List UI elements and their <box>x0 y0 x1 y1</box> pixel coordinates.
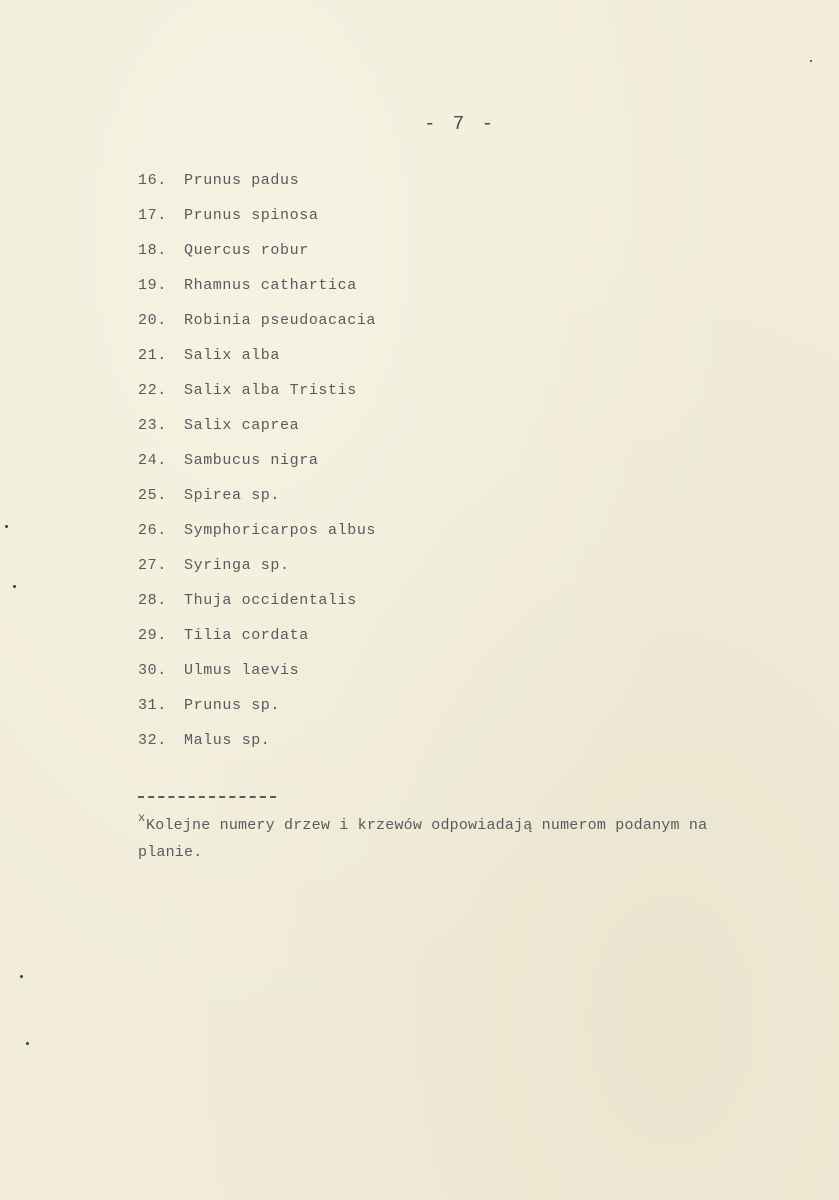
margin-speck <box>13 585 16 588</box>
species-name: Prunus spinosa <box>184 207 319 224</box>
species-number: 24. <box>138 452 167 469</box>
species-number: 27. <box>138 557 167 574</box>
species-number: 32. <box>138 732 167 749</box>
page-number: - 7 - <box>424 113 497 135</box>
species-number: 17. <box>138 207 167 224</box>
species-number: 28. <box>138 592 167 609</box>
species-name: Sambucus nigra <box>184 452 319 469</box>
species-name: Salix alba Tristis <box>184 382 357 399</box>
species-list-item <box>138 557 376 592</box>
species-number: 25. <box>138 487 167 504</box>
species-list-item <box>138 522 376 557</box>
species-number: 19. <box>138 277 167 294</box>
species-name: Prunus sp. <box>184 697 281 714</box>
footnote-divider <box>138 796 276 798</box>
species-list-item <box>138 452 376 487</box>
species-list-item <box>138 627 376 662</box>
species-name: Robinia pseudoacacia <box>184 312 377 329</box>
species-list-item <box>138 662 376 697</box>
margin-speck <box>20 975 23 978</box>
species-number: 29. <box>138 627 167 644</box>
species-number: 31. <box>138 697 167 714</box>
footnote-text-line-2: planie. <box>138 844 203 861</box>
margin-speck <box>26 1042 29 1045</box>
species-list-item <box>138 382 376 417</box>
species-list-item <box>138 417 376 452</box>
species-list-item <box>138 312 376 347</box>
species-number: 18. <box>138 242 167 259</box>
species-list <box>138 172 376 767</box>
species-name: Quercus robur <box>184 242 309 259</box>
footnote <box>138 812 808 866</box>
species-list-item <box>138 207 376 242</box>
species-name: Spirea sp. <box>184 487 281 504</box>
species-number: 22. <box>138 382 167 399</box>
footnote-text-line-1: Kolejne numery drzew i krzewów odpowiadają numerom podanym na <box>146 817 708 834</box>
species-name: Tilia cordata <box>184 627 309 644</box>
species-number: 23. <box>138 417 167 434</box>
species-list-item <box>138 732 376 767</box>
species-number: 21. <box>138 347 167 364</box>
species-list-item <box>138 172 376 207</box>
species-list-item <box>138 347 376 382</box>
species-name: Rhamnus cathartica <box>184 277 357 294</box>
species-list-item <box>138 277 376 312</box>
species-number: 20. <box>138 312 167 329</box>
footnote-mark: x <box>138 811 146 825</box>
margin-speck <box>5 525 8 528</box>
species-number: 16. <box>138 172 167 189</box>
species-name: Prunus padus <box>184 172 300 189</box>
margin-speck <box>810 60 812 62</box>
species-number: 30. <box>138 662 167 679</box>
species-name: Ulmus laevis <box>184 662 300 679</box>
species-name: Syringa sp. <box>184 557 290 574</box>
species-list-item <box>138 592 376 627</box>
species-number: 26. <box>138 522 167 539</box>
species-name: Salix alba <box>184 347 281 364</box>
species-name: Malus sp. <box>184 732 271 749</box>
species-name: Salix caprea <box>184 417 300 434</box>
species-list-item <box>138 242 376 277</box>
species-name: Symphoricarpos albus <box>184 522 377 539</box>
species-list-item <box>138 697 376 732</box>
species-name: Thuja occidentalis <box>184 592 357 609</box>
species-list-item <box>138 487 376 522</box>
